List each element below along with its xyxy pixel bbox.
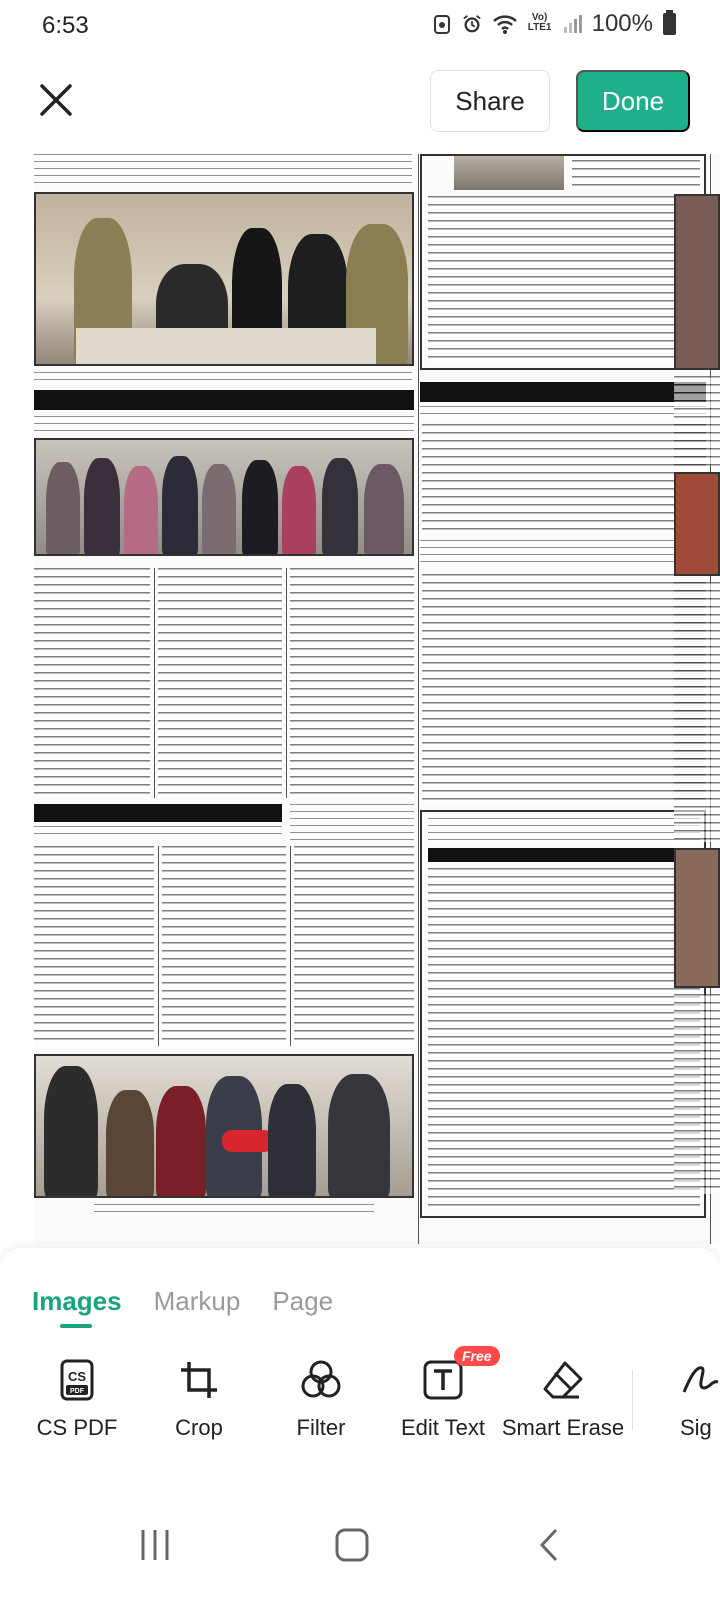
svg-text:CS: CS [67, 1369, 87, 1384]
subheadline [34, 416, 414, 432]
tab-markup[interactable]: Markup [153, 1286, 241, 1316]
text-column [162, 846, 286, 1046]
tools-divider [632, 1370, 633, 1430]
headline-bar [34, 804, 282, 822]
news-photo-partial [674, 472, 720, 576]
text-column [158, 568, 282, 798]
subheadline [420, 406, 706, 420]
photo-caption [34, 372, 412, 386]
status-bar [0, 0, 720, 56]
back-icon[interactable] [520, 1520, 580, 1570]
status-icons [432, 10, 676, 38]
text-column [294, 846, 414, 1046]
crop-button[interactable] [134, 1358, 264, 1442]
subheadline [34, 826, 282, 840]
filter-button[interactable] [256, 1358, 386, 1442]
news-photo-certificates [34, 438, 414, 556]
active-tab-indicator [60, 1324, 92, 1328]
free-badge: Free [454, 1346, 500, 1366]
system-navigation-bar [0, 1490, 720, 1600]
status-time: 6:53 [42, 12, 89, 39]
tool-label: Filter [296, 1415, 346, 1440]
tool-label: Edit Text [401, 1415, 485, 1440]
edit-text-button[interactable] [378, 1348, 508, 1442]
eraser-icon [541, 1358, 585, 1402]
tab-images[interactable]: Images [32, 1286, 122, 1316]
battery-percent: 100% [591, 10, 653, 37]
home-icon[interactable] [322, 1520, 382, 1570]
tool-label: CS PDF [36, 1415, 118, 1440]
text-column [674, 582, 720, 842]
text-column [422, 424, 706, 534]
photo-caption [94, 1204, 374, 1216]
editor-header [0, 60, 720, 140]
battery-icon [663, 13, 676, 35]
recents-icon[interactable] [125, 1520, 185, 1570]
headline-bar [420, 382, 706, 402]
news-photo-partial [674, 194, 720, 370]
cs-pdf-icon [55, 1358, 99, 1402]
signature-icon [680, 1358, 720, 1402]
text-column [290, 568, 414, 798]
tool-label: Sig [680, 1415, 712, 1440]
text-column [674, 376, 720, 466]
panel-tabs [32, 1286, 333, 1317]
tool-label: Smart Erase [501, 1415, 625, 1440]
newspaper-page [34, 154, 720, 1244]
news-photo-police [34, 192, 414, 366]
close-icon[interactable] [30, 74, 82, 126]
crop-icon [177, 1358, 221, 1402]
volte-indicator: Vo) LTE1 [527, 12, 552, 33]
text-block [34, 154, 412, 184]
tab-page[interactable]: Page [272, 1286, 334, 1316]
cs-pdf-button[interactable] [12, 1358, 142, 1442]
signature-button[interactable] [650, 1358, 720, 1442]
news-photo-presentation [34, 1054, 414, 1198]
text-column [34, 568, 150, 798]
boxed-article [420, 154, 706, 370]
text-column [674, 994, 720, 1194]
filter-icon [299, 1358, 343, 1402]
boxed-article-schedule [420, 810, 706, 1218]
done-button[interactable]: Done [576, 70, 690, 132]
headline-text [290, 804, 414, 840]
text-column [422, 574, 706, 804]
signal-icon [562, 13, 582, 35]
news-photo-partial [674, 848, 720, 988]
tools-row [0, 1348, 720, 1478]
headline-bar [34, 390, 414, 410]
alarm-icon [462, 13, 482, 35]
text-column [34, 846, 154, 1046]
share-button[interactable]: Share [430, 70, 550, 132]
tool-label: Crop [175, 1415, 223, 1440]
smart-erase-button[interactable] [498, 1358, 628, 1442]
svg-text:PDF: PDF [70, 1388, 84, 1395]
headline-text [420, 540, 706, 568]
wifi-icon [492, 13, 518, 35]
lock-status-icon [432, 13, 452, 35]
document-preview[interactable] [0, 148, 720, 1248]
